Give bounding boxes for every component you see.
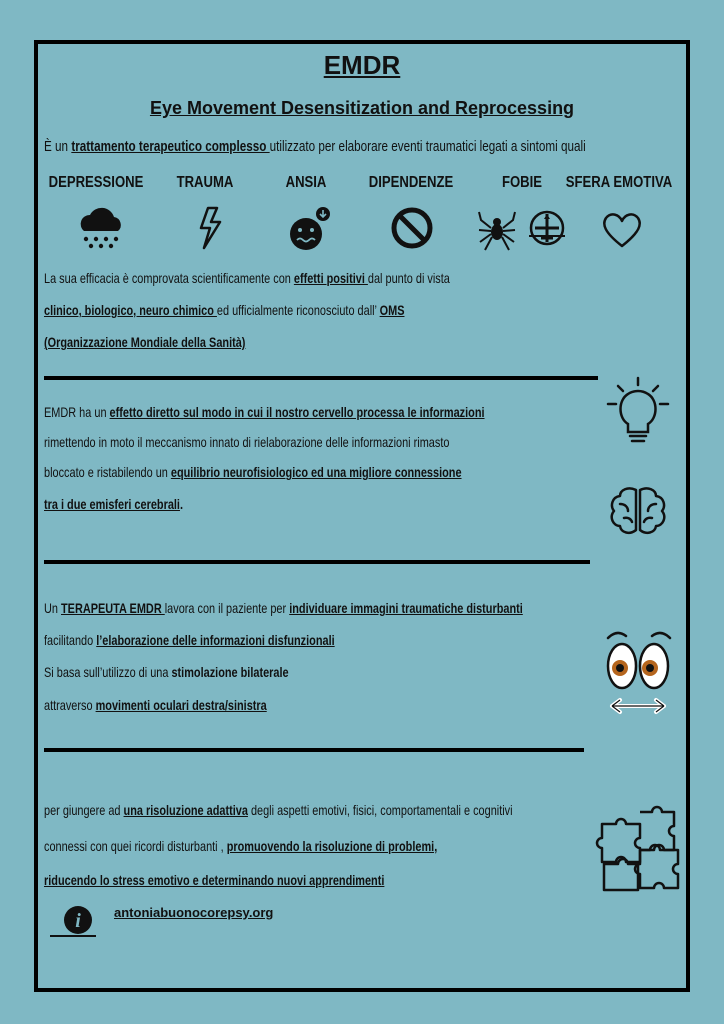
section2-l1-bold: effetto diretto sul modo in cui il nostro cervello processa le informazioni	[109, 404, 485, 420]
section2-line-4	[44, 496, 183, 512]
section4-l3-bold: riducendo lo stress emotivo e determinando nuovi apprendimenti	[44, 872, 385, 888]
lightbulb-icon	[606, 376, 670, 448]
info-icon	[48, 904, 98, 940]
category-label-ansia: ANSIA	[285, 174, 327, 191]
rain-cloud-icon	[76, 205, 126, 253]
efficacy-line2-post: ed ufficialmente riconosciuto dall’	[216, 302, 380, 318]
section2-l3-pre: bloccato e ristabilendo un	[44, 464, 171, 480]
efficacy-line-2	[44, 302, 404, 318]
section3-line-2	[44, 632, 335, 648]
puzzle-icon	[598, 804, 688, 896]
section2-l4-bold: tra i due emisferi cerebrali	[44, 496, 180, 512]
section2-l4-post: .	[179, 496, 183, 512]
page-subtitle: Eye Movement Desensitization and Reprocessing	[149, 98, 575, 118]
svg-text:i: i	[75, 910, 81, 932]
section3-l3-bold: stimolazione bilaterale	[171, 664, 289, 680]
section4-line-1	[44, 802, 513, 818]
lightning-icon	[196, 206, 226, 250]
heart-icon	[600, 210, 644, 250]
efficacy-oms: OMS	[379, 302, 405, 318]
section3-l1-pre: Un	[44, 600, 62, 616]
brain-icon	[608, 486, 668, 536]
section3-l2-pre: facilitando	[44, 632, 97, 648]
category-label-dipendenze: DIPENDENZE	[368, 174, 454, 191]
section2-line-1	[44, 404, 485, 420]
section4-l1-pre: per giungere ad	[44, 802, 124, 818]
section4-l2-pre: connessi con quei ricordi disturbanti ,	[44, 838, 227, 854]
efficacy-line1-bold: effetti positivi	[293, 270, 368, 286]
category-label-fobie: FOBIE	[501, 174, 543, 191]
section2-line-2: rimettendo in moto il meccanismo innato di rielaborazione delle informazioni rimasto	[44, 434, 450, 450]
category-label-sfera-emotiva: SFERA EMOTIVA	[565, 174, 673, 191]
spider-icon	[477, 206, 521, 252]
divider-1	[44, 376, 598, 380]
section3-line-3	[44, 664, 289, 680]
divider-3	[44, 748, 584, 752]
intro-post: utilizzato per elaborare eventi traumatici legati a sintomi quali	[269, 138, 586, 155]
efficacy-line1-pre: La sua efficacia è comprovata scientificamente con	[44, 270, 294, 286]
section2-l3-bold: equilibrio neurofisiologico ed una migliore connessione	[170, 464, 462, 480]
section3-line-1	[44, 600, 523, 616]
section4-l1-post: degli aspetti emotivi, fisici, comportamentali e cognitivi	[247, 802, 513, 818]
airplane-fear-icon	[525, 206, 569, 250]
section3-l4-pre: attraverso	[44, 697, 96, 713]
section3-l1-bold2: individuare immagini traumatiche disturbanti	[289, 600, 523, 616]
prohibited-icon	[390, 206, 434, 250]
section3-l4-bold: movimenti oculari destra/sinistra	[95, 697, 267, 713]
page-title: EMDR	[323, 50, 401, 80]
section3-l3-pre: Si basa sull’utilizzo di una	[44, 664, 172, 680]
efficacy-line1-post: dal punto di vista	[367, 270, 450, 286]
intro-pre: È un	[44, 138, 72, 155]
section4-l2-bold: promuovendo la risoluzione di problemi,	[226, 838, 438, 854]
section3-l2-bold: l’elaborazione delle informazioni disfunzionali	[96, 632, 335, 648]
section3-l1-mid: lavora con il paziente per	[164, 600, 290, 616]
section4-line-3	[44, 872, 384, 888]
divider-2	[44, 560, 590, 564]
eyes-icon	[604, 628, 674, 718]
section2-line-3	[44, 464, 462, 480]
section3-line-4	[44, 697, 267, 713]
efficacy-line2-bold: clinico, biologico, neuro chimico	[44, 302, 217, 318]
category-label-trauma: TRAUMA	[176, 174, 234, 191]
efficacy-line-1	[44, 270, 450, 286]
section3-l1-bold1: TERAPEUTA EMDR	[61, 600, 165, 616]
section4-line-2	[44, 838, 437, 854]
intro-highlight: trattamento terapeutico complesso	[71, 138, 270, 155]
anxious-face-icon	[288, 206, 336, 252]
efficacy-line3-bold: (Organizzazione Mondiale della Sanità)	[44, 334, 246, 350]
category-label-depressione: DEPRESSIONE	[48, 174, 144, 191]
website-link[interactable]: antoniabuonocorepsy.org	[114, 905, 274, 920]
efficacy-line-3	[44, 334, 245, 350]
section2-l1-pre: EMDR ha un	[44, 404, 110, 420]
intro-text	[44, 138, 586, 155]
section4-l1-bold: una risoluzione adattiva	[123, 802, 248, 818]
